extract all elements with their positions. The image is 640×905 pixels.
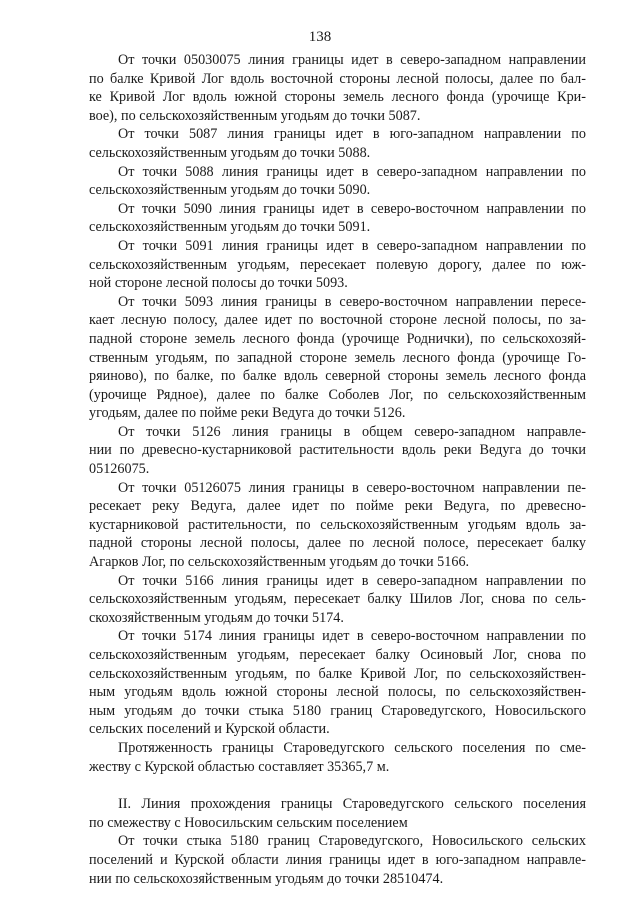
text-line: сельскохозяйственным угодьям до точки 5088. (89, 144, 371, 161)
text-line: От точки 5090 линия границы идет в северо-восточном направлении по (118, 200, 586, 217)
text-line: От точки 5088 линия границы идет в северо-западном направлении по (118, 163, 586, 180)
paragraph (89, 423, 586, 479)
text-line: (урочище Рядное), далее по балке Соболев Лог, по сельскохозяйственным (89, 386, 586, 403)
text-line: От точки стыка 5180 границ Староведугского, Новосильского сельских (118, 833, 586, 850)
text-line: нии по сельскохозяйственным угодьям до точки 28510474. (89, 870, 444, 887)
heading-line: II. Линия прохождения границы Староведугского сельского поселения (118, 796, 586, 813)
text-line: нии по древесно-кустарниковой растительности вдоль реки Ведуга до точки (89, 442, 586, 459)
text-line: жеству с Курской областью составляет 35365,7 м. (89, 758, 390, 775)
text-line: От точки 05126075 линия границы в северо-восточном направлении пе- (118, 479, 586, 496)
text-line: ке Кривой Лог вдоль южной стороны земель лесного фонда (урочище Кри- (89, 89, 586, 106)
paragraph (89, 237, 586, 293)
boundary-description (89, 51, 586, 776)
text-line: От точки 5166 линия границы идет в северо-западном направлении по (118, 572, 586, 589)
paragraph (89, 293, 586, 423)
text-line: угодьям, далее по пойме реки Ведуга до точки 5126. (89, 405, 406, 422)
text-line: поселений и Курской области линия границы идет в юго-западном направле- (89, 851, 586, 868)
text-line: От точки 5093 линия границы в северо-восточном направлении пересе- (118, 293, 586, 310)
paragraph (89, 200, 586, 237)
text-line: От точки 5087 линия границы идет в юго-западном направлении по (118, 126, 586, 143)
text-line: ным угодьям вдоль южной стороны лесной полосы, по сельскохозяйствен- (89, 684, 586, 701)
paragraph (89, 51, 586, 125)
section-spacer (89, 776, 586, 795)
text-line: сельских поселений и Курской области. (89, 721, 330, 738)
text-line: сельскохозяйственным угодьям до точки 5091. (89, 219, 371, 236)
text-line: кает лесную полосу, далее идет по восточной стороне лесной полосы, по за- (89, 312, 586, 329)
text-line: ственным угодьям, по западной стороне земель лесного фонда (урочище Го- (89, 349, 586, 366)
paragraph (89, 572, 586, 628)
text-line: сельскохозяйственным угодьям, по балке Кривой Лог, по сельскохозяйствен- (89, 665, 586, 682)
text-line: ряиново), по балке, по балке вдоль северной стороны земель лесного фонда (89, 368, 586, 385)
text-line: Протяженность границы Староведугского сельского поселения по сме- (118, 739, 586, 756)
text-line: ной стороне лесной полосы до точки 5093. (89, 275, 348, 292)
text-line: От точки 5091 линия границы идет в северо-западном направлении по (118, 237, 586, 254)
text-line: вое), по сельскохозяйственным угодьям до точки 5087. (89, 107, 421, 124)
text-line: сельскохозяйственным угодьям, пересекает балку Шилов Лог, снова по сель- (89, 591, 586, 608)
section-heading (89, 795, 586, 832)
paragraph (89, 125, 586, 162)
document-body (89, 51, 586, 888)
text-line: сельскохозяйственным угодьям, пересекает балку Осиновый Лог, снова по (89, 647, 586, 663)
paragraph (89, 627, 586, 739)
text-line: по балке Кривой Лог вдоль восточной стороны лесной полосы, далее по бал- (89, 70, 586, 87)
text-line: ным угодьям до точки стыка 5180 границ Староведугского, Новосильского (89, 702, 586, 719)
section-body (89, 832, 586, 888)
paragraph (89, 163, 586, 200)
page-number: 138 (308, 29, 332, 45)
text-line: 05126075. (89, 461, 150, 478)
text-line: падной стороны лесной полосы, далее по лесной полосе, пересекает балку (89, 535, 586, 552)
text-line: сельскохозяйственным угодьям, пересекает полевую дорогу, далее по юж- (89, 256, 586, 273)
paragraph (89, 739, 586, 776)
text-line: Агарков Лог, по сельскохозяйственным угодьям до точки 5166. (89, 554, 470, 571)
text-line: кустарниковой растительности, по сельскохозяйственным угодьям вдоль за- (89, 516, 586, 533)
text-line: сельскохозяйственным угодьям до точки 5090. (89, 182, 371, 199)
text-line: От точки 05030075 линия границы идет в северо-западном направлении (118, 52, 586, 68)
text-line: От точки 5126 линия границы в общем северо-западном направле- (118, 423, 586, 440)
text-line: От точки 5174 линия границы идет в северо-восточном направлении по (118, 628, 586, 645)
text-line: ресекает реку Ведуга, далее идет по пойме реки Ведуга, по древесно- (89, 498, 586, 515)
heading-line: по смежеству с Новосильским сельским поселением (89, 814, 408, 831)
paragraph (89, 832, 586, 888)
text-line: падной стороне земель лесного фонда (урочище Роднички), по сельскохозяй- (89, 330, 586, 347)
text-line: скохозяйственным угодьям до точки 5174. (89, 609, 344, 626)
paragraph (89, 479, 586, 572)
